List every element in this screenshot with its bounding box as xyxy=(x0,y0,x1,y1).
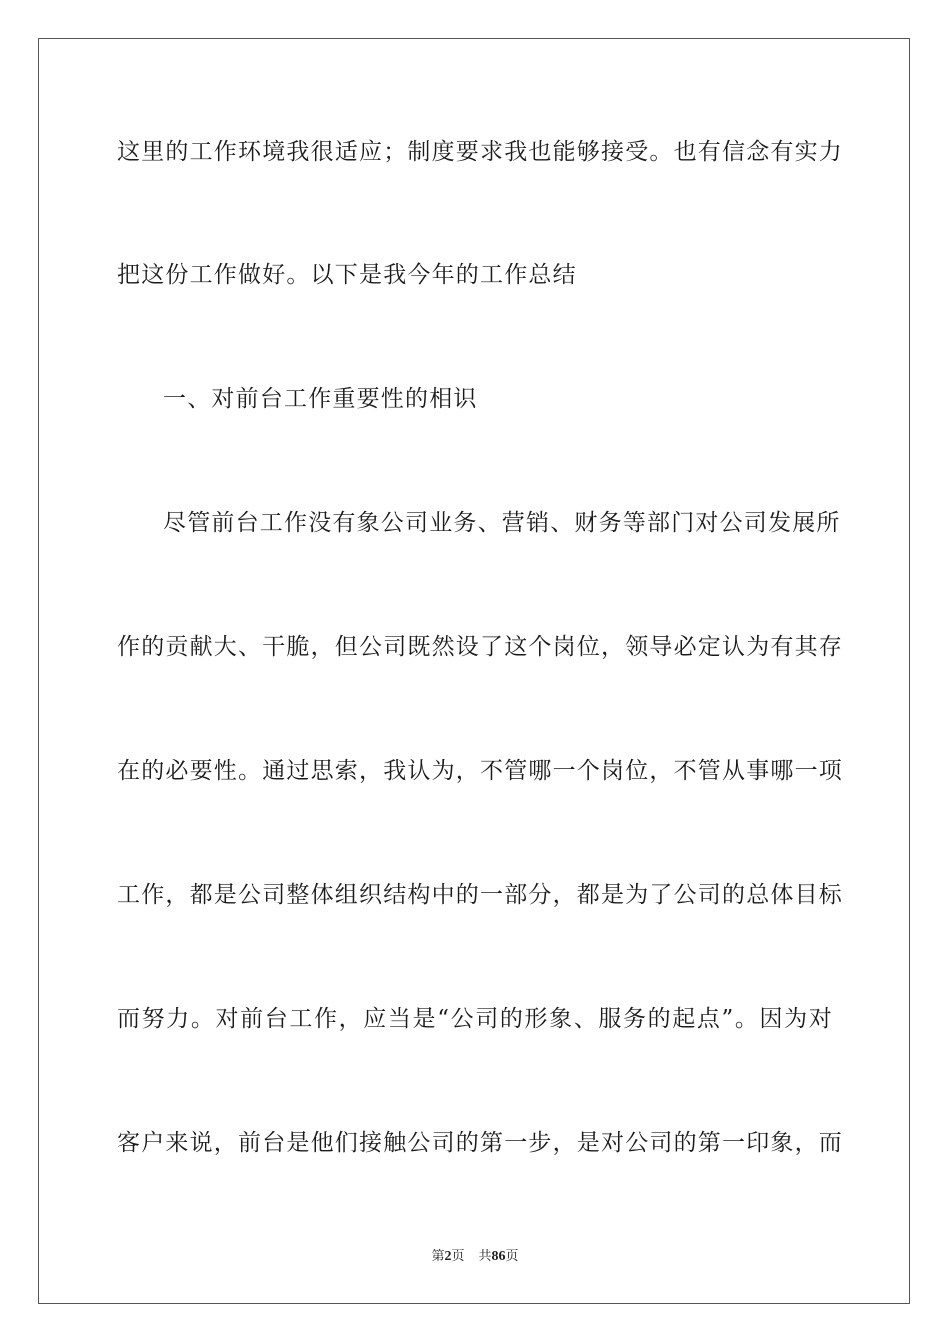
body-line-4: 作的贡献大、干脆，但公司既然设了这个岗位，领导必定认为有其存 xyxy=(117,634,843,660)
body-line-8: 客户来说，前台是他们接触公司的第一步，是对公司的第一印象，而 xyxy=(117,1130,843,1156)
page-number: 2 xyxy=(444,1249,452,1264)
body-line-6: 工作，都是公司整体组织结构中的一部分，都是为了公司的总体目标 xyxy=(117,882,843,908)
page-prefix: 第 xyxy=(431,1249,445,1264)
section-heading: 一、对前台工作重要性的相识 xyxy=(163,386,478,412)
body-line-3: 尽管前台工作没有象公司业务、营销、财务等部门对公司发展所 xyxy=(163,510,841,536)
page-suffix: 页 xyxy=(451,1249,465,1264)
page-border xyxy=(38,38,910,1304)
body-line-1: 这里的工作环境我很适应；制度要求我也能够接受。也有信念有实力 xyxy=(117,139,843,165)
total-prefix: 共 xyxy=(478,1249,492,1264)
total-suffix: 页 xyxy=(505,1249,519,1264)
body-line-2: 把这份工作做好。以下是我今年的工作总结 xyxy=(117,262,577,288)
total-pages: 86 xyxy=(491,1249,506,1264)
body-line-5: 在的必要性。通过思索，我认为，不管哪一个岗位，不管从事哪一项 xyxy=(117,758,843,784)
page-footer xyxy=(0,1248,950,1266)
body-line-7: 而努力。对前台工作，应当是“公司的形象、服务的起点”。因为对 xyxy=(117,1006,833,1032)
